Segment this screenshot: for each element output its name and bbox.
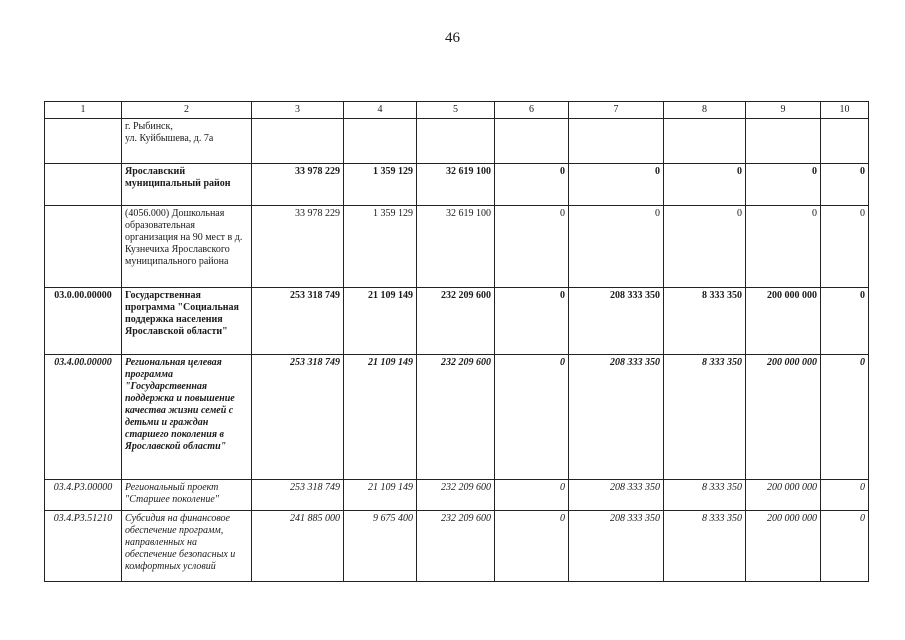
- value-cell: 232 209 600: [417, 355, 495, 480]
- name-cell: г. Рыбинск, ул. Куйбышева, д. 7а: [122, 119, 252, 164]
- value-cell: 0: [495, 511, 569, 582]
- table-row: [45, 480, 869, 511]
- header-cell: 6: [495, 102, 569, 119]
- value-cell: 21 109 149: [344, 480, 417, 511]
- header-cell: 5: [417, 102, 495, 119]
- code-cell: 03.4.P3.00000: [45, 480, 122, 511]
- value-cell: 33 978 229: [252, 164, 344, 206]
- value-cell: 8 333 350: [664, 511, 746, 582]
- value-cell: 0: [821, 480, 869, 511]
- value-cell: 232 209 600: [417, 480, 495, 511]
- value-cell: 1 359 129: [344, 206, 417, 288]
- budget-table: [44, 101, 869, 582]
- name-cell: Государственная программа "Социальная поддержка населения Ярославской области": [122, 288, 252, 355]
- header-cell: 10: [821, 102, 869, 119]
- value-cell: 0: [821, 288, 869, 355]
- table-row: [45, 511, 869, 582]
- value-cell: 0: [821, 511, 869, 582]
- value-cell: 8 333 350: [664, 355, 746, 480]
- code-cell: [45, 206, 122, 288]
- code-cell: [45, 119, 122, 164]
- value-cell: [252, 119, 344, 164]
- value-cell: 208 333 350: [569, 511, 664, 582]
- value-cell: 9 675 400: [344, 511, 417, 582]
- value-cell: 0: [821, 164, 869, 206]
- code-cell: 03.4.00.00000: [45, 355, 122, 480]
- header-cell: 7: [569, 102, 664, 119]
- page-number: 46: [445, 30, 460, 46]
- value-cell: [821, 119, 869, 164]
- header-cell: 4: [344, 102, 417, 119]
- value-cell: 241 885 000: [252, 511, 344, 582]
- value-cell: 8 333 350: [664, 480, 746, 511]
- code-cell: 03.0.00.00000: [45, 288, 122, 355]
- name-cell: Субсидия на финансовое обеспечение программ, направленных на обеспечение безопасных и комфортных условий: [122, 511, 252, 582]
- header-cell: 3: [252, 102, 344, 119]
- value-cell: 208 333 350: [569, 480, 664, 511]
- name-cell: (4056.000) Дошкольная образовательная организация на 90 мест в д. Кузнечиха Ярославского муниципального района: [122, 206, 252, 288]
- table-row: [45, 119, 869, 164]
- value-cell: 0: [495, 206, 569, 288]
- value-cell: 0: [664, 164, 746, 206]
- table-row: [45, 355, 869, 480]
- header-cell: 2: [122, 102, 252, 119]
- value-cell: 33 978 229: [252, 206, 344, 288]
- header-cell: 9: [746, 102, 821, 119]
- value-cell: 232 209 600: [417, 288, 495, 355]
- table-row: [45, 164, 869, 206]
- value-cell: 200 000 000: [746, 480, 821, 511]
- code-cell: [45, 164, 122, 206]
- value-cell: 1 359 129: [344, 164, 417, 206]
- value-cell: 208 333 350: [569, 355, 664, 480]
- value-cell: 21 109 149: [344, 288, 417, 355]
- value-cell: 0: [569, 206, 664, 288]
- value-cell: 253 318 749: [252, 480, 344, 511]
- value-cell: 0: [821, 355, 869, 480]
- name-cell: Региональный проект "Старшее поколение": [122, 480, 252, 511]
- value-cell: 200 000 000: [746, 511, 821, 582]
- value-cell: 200 000 000: [746, 355, 821, 480]
- value-cell: 253 318 749: [252, 355, 344, 480]
- value-cell: 32 619 100: [417, 164, 495, 206]
- value-cell: 0: [821, 206, 869, 288]
- code-cell: 03.4.P3.51210: [45, 511, 122, 582]
- value-cell: 232 209 600: [417, 511, 495, 582]
- header-cell: 1: [45, 102, 122, 119]
- value-cell: 0: [495, 480, 569, 511]
- value-cell: 0: [495, 288, 569, 355]
- header-row: [45, 102, 869, 119]
- value-cell: 0: [664, 206, 746, 288]
- value-cell: 8 333 350: [664, 288, 746, 355]
- value-cell: 0: [569, 164, 664, 206]
- value-cell: [417, 119, 495, 164]
- value-cell: 0: [495, 164, 569, 206]
- value-cell: 208 333 350: [569, 288, 664, 355]
- value-cell: [495, 119, 569, 164]
- value-cell: 32 619 100: [417, 206, 495, 288]
- table-row: [45, 206, 869, 288]
- value-cell: [746, 119, 821, 164]
- header-cell: 8: [664, 102, 746, 119]
- value-cell: 21 109 149: [344, 355, 417, 480]
- name-cell: Региональная целевая программа "Государственная поддержка и повышение качества жизни семей с детьми и граждан старшего поколения в Ярославской области": [122, 355, 252, 480]
- value-cell: [569, 119, 664, 164]
- value-cell: 0: [746, 164, 821, 206]
- value-cell: 0: [495, 355, 569, 480]
- table-row: [45, 288, 869, 355]
- value-cell: [664, 119, 746, 164]
- value-cell: 0: [746, 206, 821, 288]
- name-cell: Ярославский муниципальный район: [122, 164, 252, 206]
- value-cell: [344, 119, 417, 164]
- value-cell: 200 000 000: [746, 288, 821, 355]
- value-cell: 253 318 749: [252, 288, 344, 355]
